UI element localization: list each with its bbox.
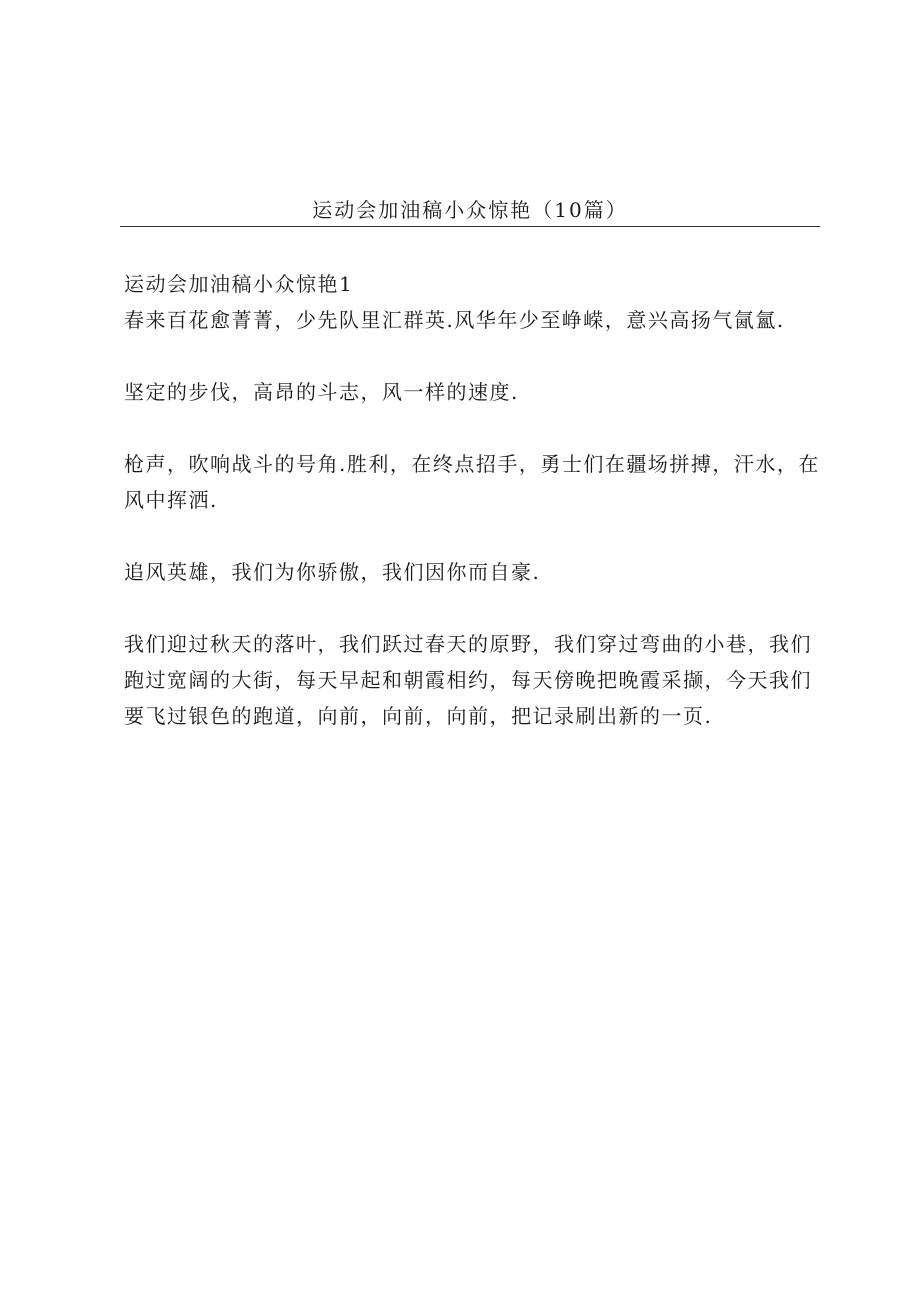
document-title: 运动会加油稿小众惊艳（10篇） <box>312 198 628 222</box>
document-body <box>124 266 820 734</box>
paragraph-4: 追风英雄，我们为你骄傲，我们因你而自豪. <box>124 560 541 584</box>
section-heading: 运动会加油稿小众惊艳1 <box>124 272 354 296</box>
title-underline <box>120 226 820 227</box>
paragraph-3: 枪声，吹响战斗的号角.胜利，在终点招手，勇士们在疆场拼搏，汗水，在风中挥洒. <box>124 452 820 512</box>
paragraph-1: 春来百花愈菁菁，少先队里汇群英.风华年少至峥嵘，意兴高扬气氤氳. <box>124 308 785 332</box>
paragraph-5: 我们迎过秋天的落叶，我们跃过春天的原野，我们穿过弯曲的小巷，我们跑过宽阔的大街，每天早起和朝霞相约，每天傍晚把晚霞采撷，今天我们要飞过银色的跑道，向前，向前，向前，把记录刷出新的一页. <box>124 632 812 728</box>
paragraph-2: 坚定的步伐，高昂的斗志，风一样的速度. <box>124 380 519 404</box>
